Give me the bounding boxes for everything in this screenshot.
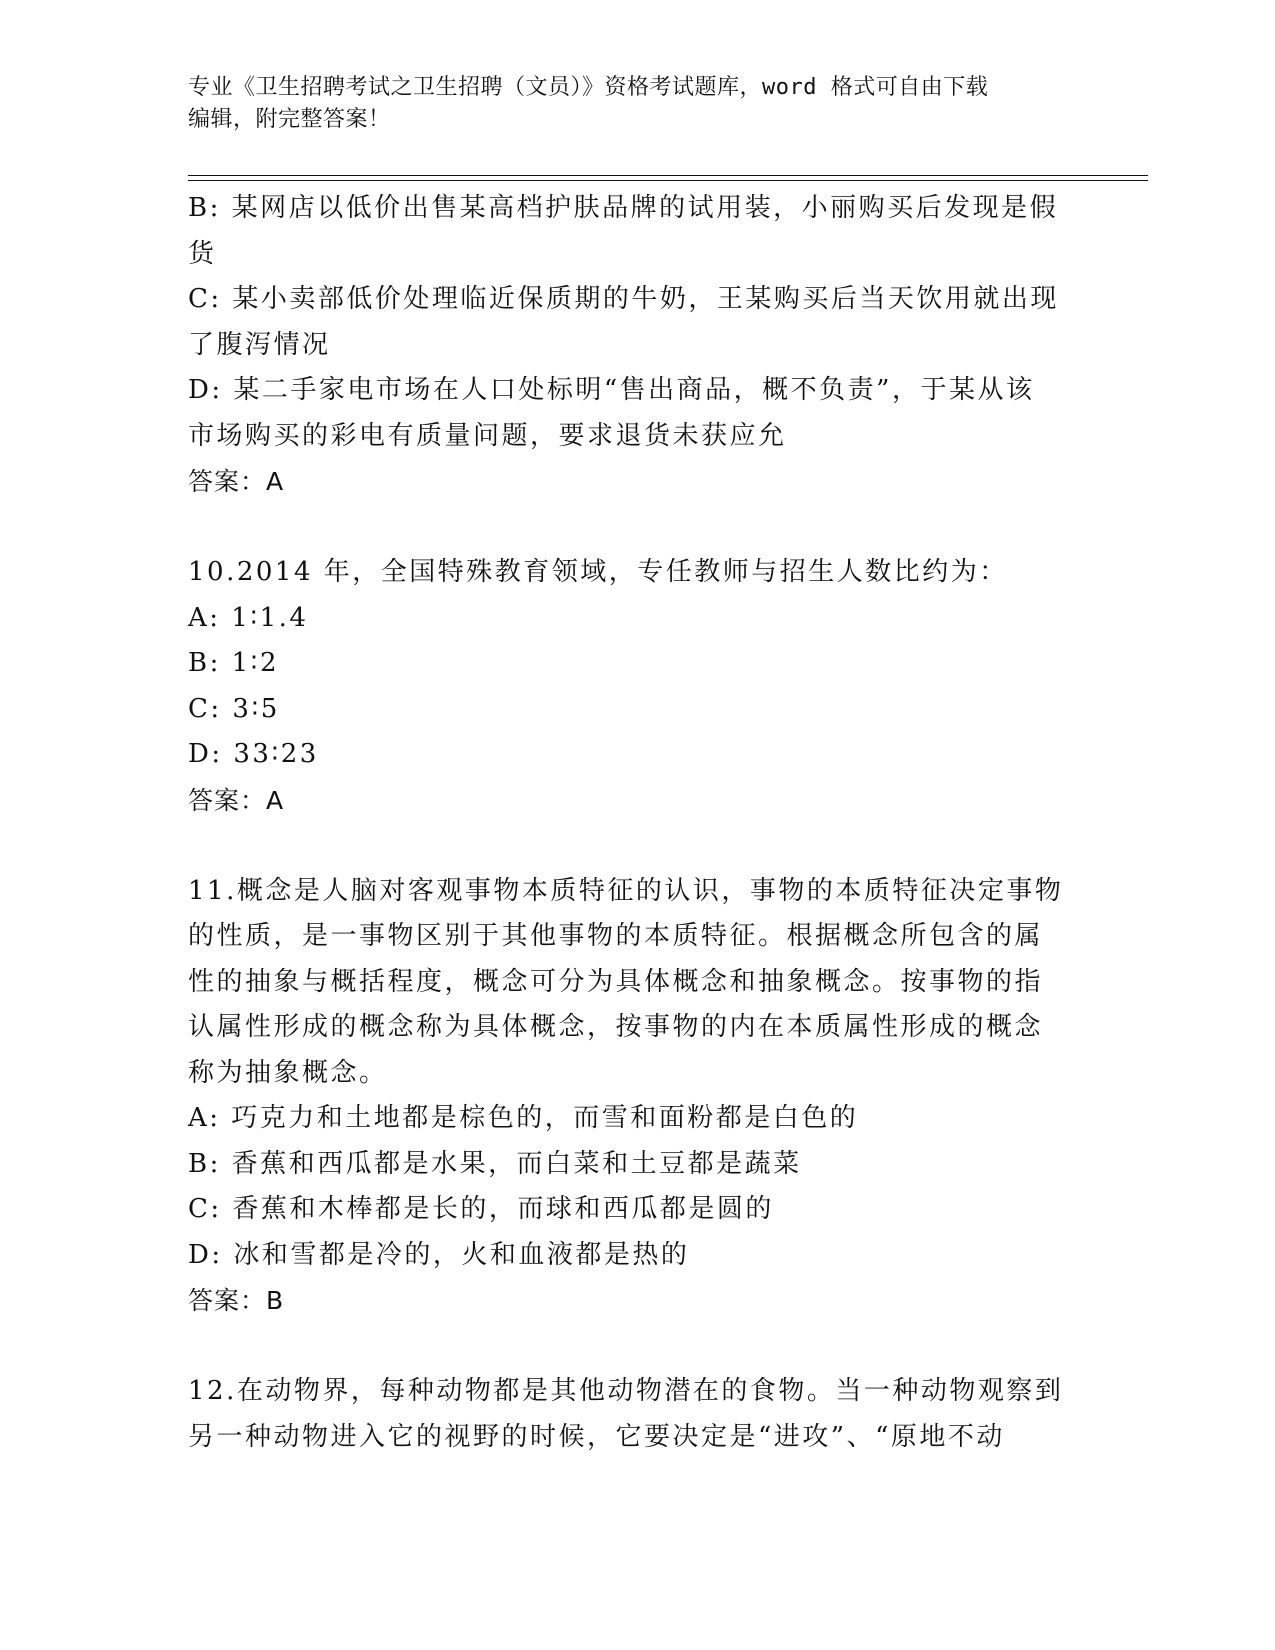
question-9 [188, 186, 1088, 505]
option-c: C: 3∶5 [188, 693, 280, 724]
question-stem-line-4: 认属性形成的概念称为具体概念，按事物的内在本质属性形成的概念 [188, 1012, 1044, 1042]
question-stem-line-1: 12.在动物界，每种动物都是其他动物潜在的食物。当一种动物观察到 [188, 1376, 1064, 1406]
document-body [188, 186, 1088, 1460]
option-d: D: 33∶23 [188, 739, 319, 769]
answer: 答案：B [188, 1286, 285, 1315]
question-11 [188, 869, 1088, 1324]
spacer [188, 1324, 1088, 1370]
question-stem-line-3: 性的抽象与概括程度，概念可分为具体概念和抽象概念。按事物的指 [188, 966, 1044, 997]
option-c-line-2: 了腹泻情况 [188, 329, 331, 360]
question-10 [188, 550, 1088, 823]
option-d-line-2: 市场购买的彩电有质量问题，要求退货未获应允 [188, 420, 787, 451]
option-d: D: 冰和雪都是冷的，火和血液都是热的 [188, 1239, 690, 1270]
spacer [188, 505, 1088, 551]
header-line-2: 编辑，附完整答案！ [188, 107, 391, 132]
option-a: A: 1∶1.4 [188, 602, 309, 633]
option-c: C: 香蕉和木棒都是长的，而球和西瓜都是圆的 [188, 1194, 774, 1224]
spacer [188, 823, 1088, 869]
question-stem-line-5: 称为抽象概念。 [188, 1057, 388, 1088]
question-12 [188, 1369, 1088, 1460]
header-line-1: 专业《卫生招聘考试之卫生招聘（文员）》资格考试题库，word 格式可自由下载 [188, 75, 989, 100]
option-b-line-2: 货 [188, 238, 217, 269]
answer: 答案：A [188, 467, 285, 496]
answer: 答案：A [188, 785, 285, 815]
option-a: A: 巧克力和土地都是棕色的，而雪和面粉都是白色的 [188, 1103, 859, 1133]
header-divider-top [188, 175, 1148, 176]
document-header [188, 72, 1088, 136]
question-stem-line-1: 11.概念是人脑对客观事物本质特征的认识，事物的本质特征决定事物 [188, 875, 1064, 906]
option-c-line-1: C: 某小卖部低价处理临近保质期的牛奶，王某购买后当天饮用就出现 [188, 284, 1059, 314]
question-stem-line-2: 另一种动物进入它的视野的时候，它要决定是“进攻”、“原地不动 [188, 1421, 1005, 1452]
header-divider-bottom [188, 180, 1148, 181]
option-b: B: 1∶2 [188, 648, 279, 678]
option-b: B: 香蕉和西瓜都是水果，而白菜和土豆都是蔬菜 [188, 1148, 802, 1179]
option-d-line-1: D: 某二手家电市场在人口处标明“售出商品，概不负责”，于某从该 [188, 375, 1035, 405]
option-b-line-1: B: 某网店以低价出售某高档护肤品牌的试用装，小丽购买后发现是假 [188, 193, 1059, 223]
question-stem: 10.2014 年，全国特殊教育领域，专任教师与招生人数比约为： [188, 557, 1008, 587]
question-stem-line-2: 的性质，是一事物区别于其他事物的本质特征。根据概念所包含的属 [188, 921, 1044, 951]
